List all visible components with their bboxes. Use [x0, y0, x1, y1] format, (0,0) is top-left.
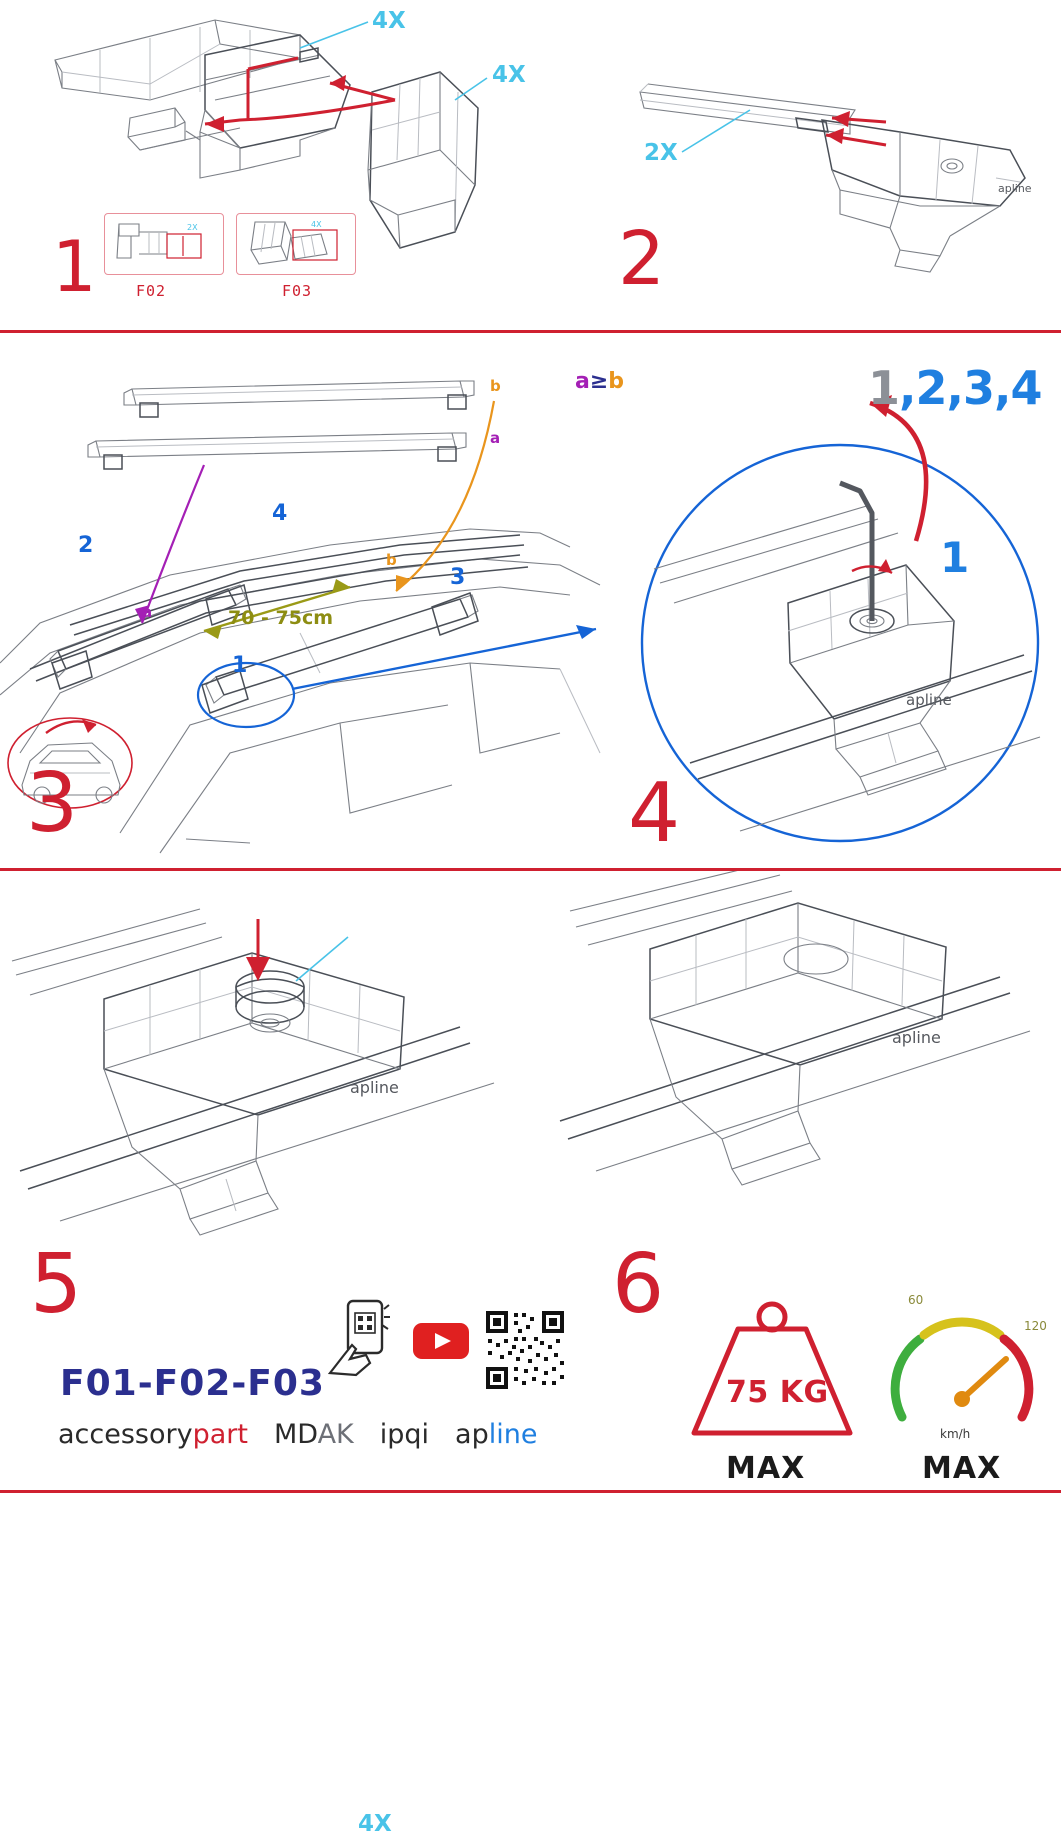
step-3-panel — [0, 333, 625, 868]
brand-ipqi-first: ipqi — [379, 1419, 430, 1450]
position-marker-1: 1 — [232, 653, 248, 678]
step-3-illustration — [0, 333, 620, 868]
step-number-4: 4 — [628, 766, 679, 861]
max-weight-label: MAX — [726, 1451, 806, 1486]
sequence-num-1: 1 — [868, 361, 900, 415]
sequence-num-2: 2 — [915, 361, 947, 415]
youtube-icon[interactable] — [412, 1319, 470, 1361]
speed-tick-120: 120 — [1024, 1319, 1047, 1333]
svg-text:apline: apline — [906, 691, 952, 709]
callout-2x: 2X — [644, 140, 678, 166]
variant-f03-illustration — [237, 214, 355, 274]
svg-text:apline: apline — [350, 1078, 399, 1097]
step-6-illustration — [530, 871, 1061, 1271]
callout-4x-cap: 4X — [358, 1811, 392, 1837]
sequence-num-4: 4 — [1010, 361, 1042, 415]
position-marker-3: 3 — [450, 565, 466, 590]
step-4-highlight-1: 1 — [940, 533, 970, 582]
variant-box-f02 — [104, 213, 224, 275]
step-number-2: 2 — [618, 216, 664, 302]
variant-label-f03: F03 — [282, 282, 313, 300]
max-speed-icon — [882, 1301, 1042, 1441]
step-5-illustration — [0, 871, 530, 1271]
position-marker-4: 4 — [272, 501, 288, 526]
brand-accessorypart-first: accessory — [58, 1419, 193, 1450]
sequence-num-3: 3 — [963, 361, 995, 415]
callout-4x-cover: 4X — [492, 62, 526, 88]
bar-label-b: b — [490, 377, 501, 395]
brand-mdak-first: MD — [273, 1419, 318, 1450]
step-number-5: 5 — [30, 1237, 81, 1332]
svg-text:apline: apline — [892, 1028, 941, 1047]
max-speed-label: MAX — [922, 1451, 1002, 1486]
step-2-panel — [600, 0, 1061, 330]
svg-text:4X: 4X — [311, 220, 322, 229]
bar-ref-b: b — [386, 551, 397, 569]
variant-label-f02: F02 — [136, 282, 167, 300]
svg-text:apline: apline — [998, 182, 1032, 195]
step-number-3: 3 — [26, 756, 77, 851]
step-number-1: 1 — [52, 226, 95, 308]
scan-qr-hand-icon — [326, 1299, 390, 1379]
speed-tick-60: 60 — [908, 1293, 924, 1307]
brand-accessorypart-second: part — [192, 1419, 248, 1450]
step-4-sequence: 1,2,3,4 — [868, 361, 1042, 415]
note-b: b — [608, 369, 625, 394]
brand-mdak — [274, 1419, 354, 1450]
note-sign: ≥ — [589, 369, 609, 394]
brand-mdak-second: AK — [317, 1419, 354, 1450]
note-a: a — [575, 369, 590, 394]
brand-apline-second: line — [488, 1419, 538, 1450]
step-number-6: 6 — [612, 1237, 663, 1332]
brand-ipqi — [380, 1419, 429, 1450]
step-5-panel — [0, 871, 538, 1837]
model-code-label: F01-F02-F03 — [60, 1363, 325, 1404]
bar-label-a: a — [490, 429, 501, 447]
variant-box-f03 — [236, 213, 356, 275]
svg-text:2X: 2X — [187, 223, 198, 232]
a-greater-equal-b-note — [575, 369, 624, 394]
step-6-panel — [530, 871, 1061, 1491]
max-weight-value: 75 KG — [726, 1375, 829, 1410]
step-1-panel — [0, 0, 600, 330]
step-4-panel — [620, 333, 1061, 868]
brand-apline — [455, 1419, 537, 1450]
speed-unit-label: km/h — [940, 1427, 971, 1441]
callout-4x-top: 4X — [372, 8, 406, 34]
bar-ref-a: a — [142, 603, 153, 621]
brand-list — [58, 1419, 537, 1450]
variant-f02-illustration — [105, 214, 223, 274]
brand-accessorypart — [58, 1419, 248, 1450]
position-marker-2: 2 — [78, 533, 94, 558]
distance-label: 70 - 75cm — [228, 607, 334, 629]
max-weight-icon — [682, 1299, 862, 1439]
brand-apline-first: ap — [455, 1419, 489, 1450]
